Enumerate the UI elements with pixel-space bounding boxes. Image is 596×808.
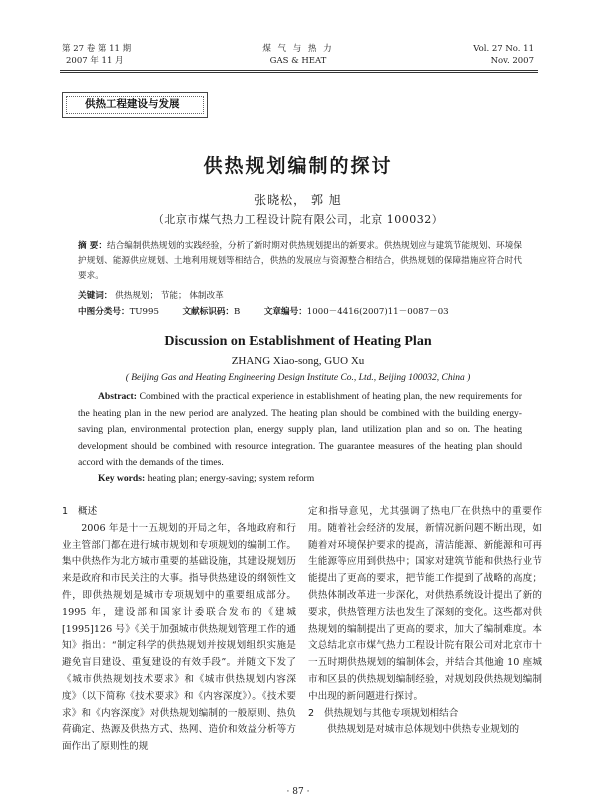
section-2-title: 供热规划与其他专项规划相结合 (324, 707, 459, 719)
clc-label: 中图分类号： (78, 307, 130, 317)
section-banner (62, 92, 208, 118)
journal-date: 2007 年 11 月 (66, 56, 124, 66)
paragraph: 定和指导意见，尤其强调了热电厂在供热中的重要作用。随着社会经济的发展，新情况新问题不断出现，如随着对环境保护要求的提高，清洁能源、新能源和可再生能源等应用到供热中；国家对建筑节能和供热行业节能提出了更高的要求，把节能工作提到了战略的高度；供热体制改革进一步深化，对供热系统设计提出了新的要求，供热管理方法也发生了深刻的变化。这些都对供热规划的编制提出了更高的要求，加大了编制难度。本文总结北京市煤气热力工程设计院有限公司对北京市十一五时期供热规划的编制体会，并结合其他逾 10 座城市和区县的供热规划编制经验，对规划段供热规划编制中出现的新问题进行探讨。 (308, 506, 542, 702)
body-right-column (308, 504, 542, 739)
body-left-column (62, 504, 296, 756)
abstract-en (78, 389, 522, 472)
keywords-cn (78, 290, 224, 302)
affiliation-cn: （北京市煤气热力工程设计院有限公司，北京 100032） (152, 213, 444, 226)
abstract-cn-text: 结合编制供热规划的实践经验，分析了新时期对供热规划提出的新要求。供热规划应与建筑节能规划、环境保护规划、能源供应规划、土地利用规划等相结合，供热的发展应与资源整合相结合，供热规划的保障措施应符合时代要求。 (78, 241, 522, 281)
section-1-number: 1 (62, 506, 69, 517)
abstract-en-label: Abstract: (98, 391, 137, 402)
section-1-heading (62, 504, 296, 521)
clc-value: TU995 (129, 307, 159, 317)
section-2-heading (308, 706, 542, 723)
header-rule (60, 70, 538, 71)
authors-en: ZHANG Xiao-song, GUO Xu (231, 355, 365, 367)
section-banner-label: 供热工程建设与发展 (85, 98, 180, 110)
doc-code-value: B (234, 307, 241, 317)
keywords-cn-label: 关键词： (78, 291, 113, 301)
abstract-cn (78, 239, 522, 284)
section-2-number: 2 (308, 707, 315, 719)
header-rule-2 (60, 72, 538, 73)
journal-volume-issue: 第 27 卷 第 11 期 (62, 44, 132, 54)
journal-title-en: GAS & HEAT (269, 56, 327, 66)
affiliation-en: ( Beijing Gas and Heating Engineering Design Institute Co., Ltd., Beijing 100032, China ) (125, 373, 471, 383)
doc-code-label: 文献标识码： (182, 307, 235, 317)
keywords-cn-text: 供热规划； 节能； 体制改革 (115, 291, 224, 301)
paragraph: 供热规划是对城市总体规划中供热专业规划的 (327, 724, 520, 736)
abstract-cn-label: 摘 要： (78, 241, 107, 251)
paragraph: 2006 年是十一五规划的开局之年，各地政府和行业主管部门都在进行城市规划和专项规划的编制工作。集中供热作为北方城市重要的基础设施，其建设规划历来是政府和市民关注的大事。指导供热建设的纲领性文件，即供热规划是城市专项规划中的重要组成部分。1995 年，建设部和国家计委联合发布的《建城[1995]126 号》《关于加强城市供热规划管理工作的通知》指出：“制定科学的供热规划并按规划组织实施是避免盲目建设、重复建设的有效手段”。并随文下发了《城市供热规划技术要求》和《城市供热规划内容深度》（以下简称《技术要求》和《内容深度》）。《技术要求》和《内容深度》对供热规划编制的一般原则、热负荷确定、热源及供热方式、热网、造价和效益分析等方面作出了原则性的规 (62, 522, 296, 753)
section-1-title: 概述 (78, 506, 98, 517)
journal-date-en: Nov. 2007 (490, 56, 534, 66)
authors-cn: 张晓松， 郭 旭 (254, 193, 342, 207)
article-number-label: 文章编号： (263, 307, 307, 317)
keywords-en-text: heating plan; energy-saving; system reform (147, 473, 315, 484)
title-cn: 供热规划编制的探讨 (203, 155, 393, 177)
page-number: · 87 · (286, 787, 310, 797)
journal-title-cn: 煤 气 与 热 力 (262, 44, 334, 54)
classification-row (78, 306, 449, 318)
keywords-en (98, 473, 314, 484)
keywords-en-label: Key words: (98, 473, 146, 484)
journal-volume-en: Vol. 27 No. 11 (473, 44, 534, 54)
title-en: Discussion on Establishment of Heating Plan (164, 334, 432, 349)
abstract-en-text: Combined with the practical experience in establishment of heating plan, the new requirements for the heating plan in the new period are analyzed. The heating plan should be combined with the building energy-saving plan, environmental protection plan, energy supply plan, land utilization plan and so on. The heating development should be combined with resource integration. The guarantee measures of the heating plan should accord with the demands of the times. (78, 391, 523, 469)
article-number-value: 1000－4416(2007)11－0087－03 (306, 307, 449, 317)
